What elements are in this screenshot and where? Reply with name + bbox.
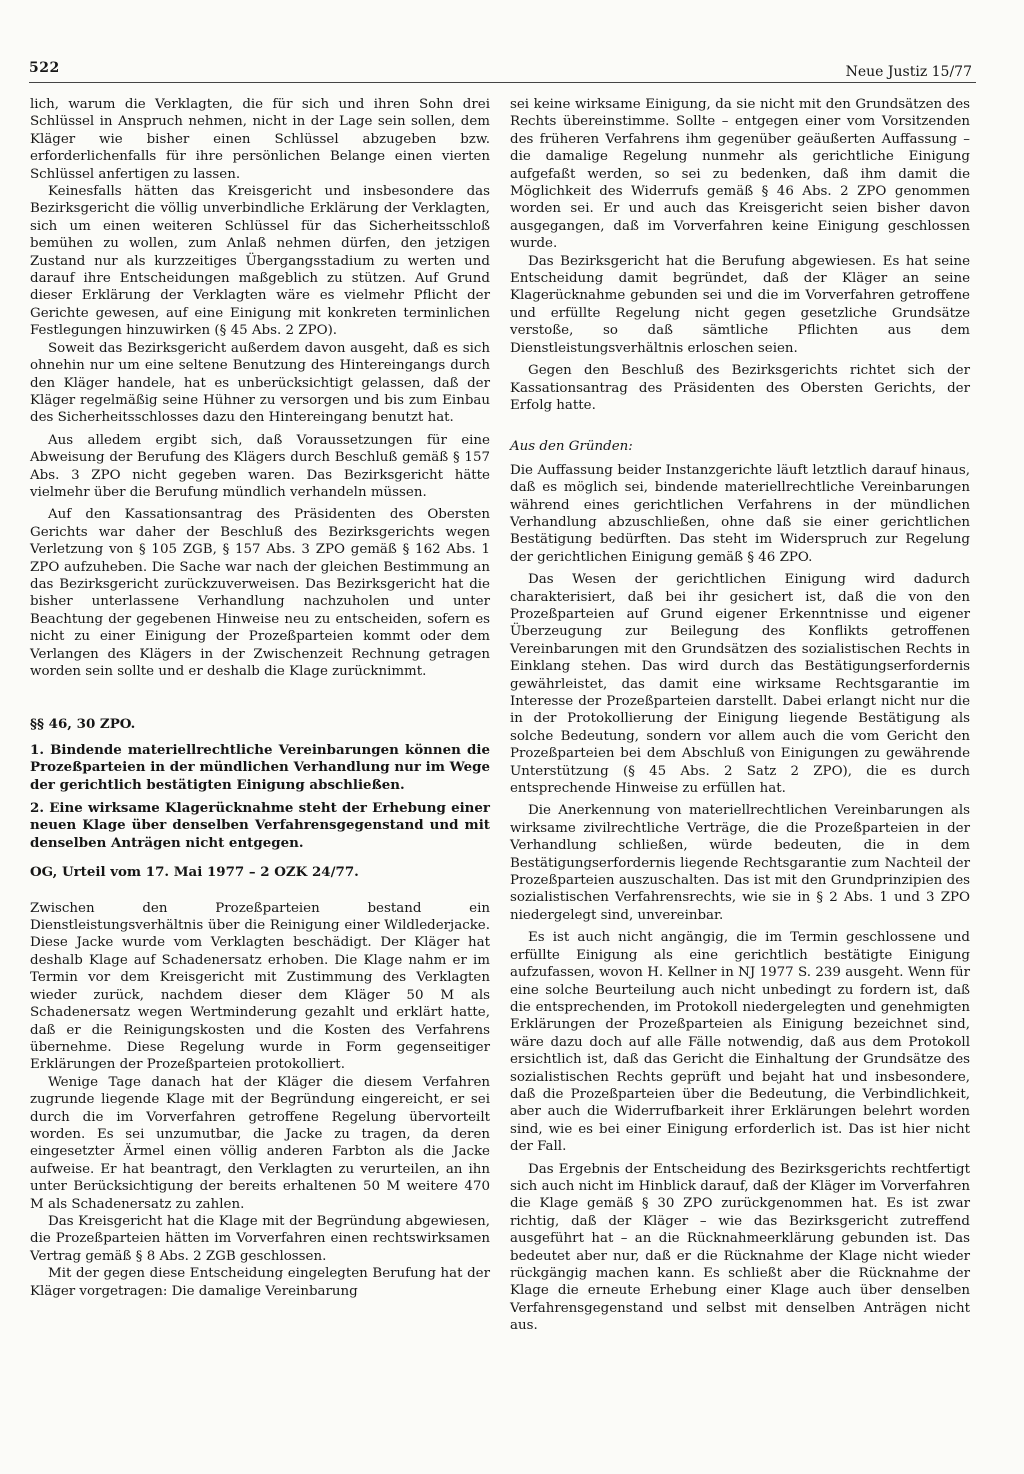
paragraph: Es ist auch nicht angängig, die im Termin geschlossene und erfüllte Einigung als eine gerichtlich bestätigte Einigung aufzufassen, wovon H. Kellner in NJ 1977 S. 239 ausgeht. Wenn für eine solche Beurteilung auch nicht unbedingt zu fordern ist, daß die entsprechenden, im Protokoll niedergelegten und genehmigten Erklärungen der Prozeßparteien als Einigung bezeichnet sind, wäre dazu doch auf alle Fälle notwendig, daß aus dem Protokoll ersichtlich ist, daß das Gericht die Einhaltung der Grundsätze des sozialistischen Rechts geprüft und bejaht hat und insbesondere, daß die Prozeßparteien über die Bedeutung, die Verbindlichkeit, aber auch die Widerrufbarkeit ihrer Erklärungen belehrt worden sind, wie es bei einer Einigung erforderlich ist. Das ist hier nicht der Fall. xyxy=(510,930,970,1155)
paragraph: Das Ergebnis der Entscheidung des Bezirksgerichts rechtfertigt sich auch nicht im Hinblick darauf, daß der Kläger im Vorverfahren die Klage gemäß § 30 ZPO zurückgenommen hat. Es ist zwar richtig, daß der Kläger – wie das Bezirksgericht zutreffend ausgeführt hat – an die Rücknahmeerklärung gebunden ist. Das bedeutet aber nur, daß er die Rücknahme der Klage nicht wieder rückgängig machen kann. Es schließt aber die Rücknahme der Klage die erneute Erhebung einer Klage auch über denselben Verfahrensgegenstand und selbst mit denselben Anträgen nicht aus. xyxy=(510,1161,970,1334)
paragraph: Gegen den Beschluß des Bezirksgerichts richtet sich der Kassationsantrag des Präsidenten des Obersten Gerichts, der Erfolg hatte. xyxy=(510,363,970,413)
case-citation: OG, Urteil vom 17. Mai 1977 – 2 OZK 24/77. xyxy=(30,864,359,881)
paragraph: lich, warum die Verklagten, die für sich und ihren Sohn drei Schlüssel in Anspruch nehmen, nicht in der Lage sein sollen, dem Kläger wie bisher einen Schlüssel abzugeben bzw. erforderlichenfalls für ihre persönlichen Belange einen vierten Schlüssel anfertigen zu lassen. xyxy=(30,97,490,182)
paragraph: sei keine wirksame Einigung, da sie nicht mit den Grundsätzen des Rechts übereinstimme. Sollte – entgegen einer vom Vorsitzenden des früheren Verfahrens ihm gegenüber geäußerten Auffassung – die damalige Regelung nunmehr als gerichtliche Einigung aufgefaßt werden, so sei zu bedenken, daß ihm damit die Möglichkeit des Widerrufs gemäß § 46 Abs. 2 ZPO genommen worden sei. Er und auch das Kreisgericht seien bisher davon ausgegangen, daß im Vorverfahren keine Einigung geschlossen wurde. xyxy=(510,97,970,252)
page-number: 522 xyxy=(29,60,60,76)
paragraph: Aus alledem ergibt sich, daß Voraussetzungen für eine Abweisung der Berufung des Klägers durch Beschluß gemäß § 157 Abs. 3 ZPO nicht gegeben waren. Das Bezirksgericht hätte vielmehr über die Berufung mündlich verhandeln müssen. xyxy=(30,432,490,500)
right-column xyxy=(510,96,970,1335)
paragraph: Zwischen den Prozeßparteien bestand ein Dienstleistungsverhältnis über die Reinigung einer Wildlederjacke. Diese Jacke wurde vom Verklagten beschädigt. Der Kläger hat deshalb Klage auf Schadenersatz erhoben. Die Klage nahm er im Termin vor dem Kreisgericht mit Zustimmung des Verklagten wieder zurück, nachdem dieser dem Kläger 50 M als Schadenersatz wegen Wertminderung gezahlt und erklärt hatte, daß er die Reinigungskosten und die Kosten des Verfahrens übernehme. Diese Regelung wurde in Form gegenseitiger Erklärungen der Prozeßparteien protokolliert. xyxy=(30,900,490,1073)
paragraph: Die Anerkennung von materiellrechtlichen Vereinbarungen als wirksame zivilrechtliche Verträge, die die Prozeßparteien in der Verhandlung schließen, würde bedeuten, die in dem Bestätigungserfordernis liegende Rechtsgarantie zum Nachteil der Prozeßparteien auszuschalten. Das ist mit den Grundprinzipien des sozialistischen Verfahrensrechts, wie sie in § 2 Abs. 1 und 3 ZPO niedergelegt sind, unvereinbar. xyxy=(510,803,970,923)
paragraph: Soweit das Bezirksgericht außerdem davon ausgeht, daß es sich ohnehin nur um eine seltene Benutzung des Hintereingangs durch den Kläger handele, hat es unberücksichtigt gelassen, daß der Kläger regelmäßig seine Hühner zu versorgen und bis zum Einbau des Sicherheitsschlosses dazu den Hintereingang benutzt hat. xyxy=(30,340,490,426)
paragraph: Das Bezirksgericht hat die Berufung abgewiesen. Es hat seine Entscheidung damit begründet, daß der Kläger an seine Klagerücknahme gebunden sei und die im Vorverfahren getroffene und erfüllte Regelung nicht gegen gesetzliche Grundsätze verstoße, so daß sämtliche Pflichten aus dem Dienstleistungsverhältnis erloschen seien. xyxy=(510,253,970,356)
paragraph: Wenige Tage danach hat der Kläger die diesem Verfahren zugrunde liegende Klage mit der Begründung eingereicht, er sei durch die im Vorverfahren getroffene Regelung übervorteilt worden. Es sei unzumutbar, die Jacke zu tragen, da deren eingesetzter Ärmel einen völlig anderen Farbton als die Jacke aufweise. Er hat beantragt, den Verklagten zu verurteilen, an ihn unter Berücksichtigung der bereits erhaltenen 50 M weitere 470 M als Schadenersatz zu zahlen. xyxy=(30,1074,490,1212)
paragraph: Mit der gegen diese Entscheidung eingelegten Berufung hat der Kläger vorgetragen: Die damalige Vereinbarung xyxy=(30,1266,490,1299)
section-heading: §§ 46, 30 ZPO. xyxy=(30,716,136,733)
subsection-heading: Aus den Gründen: xyxy=(510,439,633,455)
paragraph: Das Wesen der gerichtlichen Einigung wird dadurch charakterisiert, daß bei ihr gesichert ist, daß die von den Prozeßparteien auf Grund eigener Erkenntnisse und eigener Überzeugung zur Beilegung des Konflikts getroffenen Vereinbarungen mit den Grundsätzen des sozialistischen Rechts in Einklang stehen. Das wird durch das Bestätigungserfordernis gewährleistet, das damit eine wirksame Rechtsgarantie im Interesse der Prozeßparteien darstellt. Dabei erlangt nicht nur die in der Protokollierung der Einigung liegende Bestätigung als solche Bedeutung, sondern vor allem auch die vom Gericht den Prozeßparteien bei dem Abschluß von Einigungen zu gewährende Unterstützung (§ 45 Abs. 2 Satz 2 ZPO), die es durch entsprechende Hinweise zu erfüllen hat. xyxy=(510,572,970,797)
headnote-2: 2. Eine wirksame Klagerücknahme steht der Erhebung einer neuen Klage über denselben Verfahrensgegenstand und mit denselben Anträgen nicht entgegen. xyxy=(30,800,490,851)
left-column xyxy=(30,96,490,1300)
paragraph: Auf den Kassationsantrag des Präsidenten des Obersten Gerichts war daher der Beschluß des Bezirksgerichts wegen Verletzung von § 105 ZGB, § 157 Abs. 3 ZPO gemäß § 162 Abs. 1 ZPO aufzuheben. Die Sache war nach der gleichen Bestimmung an das Bezirksgericht zurückzuverweisen. Das Bezirksgericht hat die bisher unterlassene Verhandlung nachzuholen und unter Beachtung der gegebenen Hinweise neu zu entscheiden, sofern es nicht zu einer Einigung der Prozeßparteien kommt oder dem Verlangen des Klägers in der Zwischenzeit Rechnung getragen worden sein sollte und er deshalb die Klage zurücknimmt. xyxy=(30,507,490,679)
headnote-1: 1. Bindende materiellrechtliche Vereinbarungen können die Prozeßparteien in der mündlichen Verhandlung nur im Wege der gerichtlich bestätigten Einigung abschließen. xyxy=(30,741,490,793)
paragraph: Das Kreisgericht hat die Klage mit der Begründung abgewiesen, die Prozeßparteien hätten im Vorverfahren einen rechtswirksamen Vertrag gemäß § 8 Abs. 2 ZGB geschlossen. xyxy=(30,1213,490,1264)
paragraph: Die Auffassung beider Instanzgerichte läuft letztlich darauf hinaus, daß es möglich sei, bindende materiellrechtliche Vereinbarungen während eines gerichtlichen Verfahrens in der mündlichen Verhandlung abzuschließen, ohne daß sie einer gerichtlichen Bestätigung bedürften. Das steht im Widerspruch zur Regelung der gerichtlichen Einigung gemäß § 46 ZPO. xyxy=(510,462,970,565)
header-rule xyxy=(29,82,976,83)
journal-title: Neue Justiz 15/77 xyxy=(845,64,972,80)
paragraph: Keinesfalls hätten das Kreisgericht und insbesondere das Bezirksgericht die völlig unverbindliche Erklärung der Verklagten, sich um einen weiteren Schlüssel für das Sicherheitsschloß bemühen zu wollen, zum Anlaß nehmen dürfen, den jetzigen Zustand nur als kurzzeitiges Übergangsstadium zu werten und darauf ihre Entscheidungen maßgeblich zu stützen. Auf Grund dieser Erklärung der Verklagten wäre es vielmehr Pflicht der Gerichte gewesen, auf eine Einigung mit konkreten terminlichen Festlegungen hinzuwirken (§ 45 Abs. 2 ZPO). xyxy=(30,184,490,339)
